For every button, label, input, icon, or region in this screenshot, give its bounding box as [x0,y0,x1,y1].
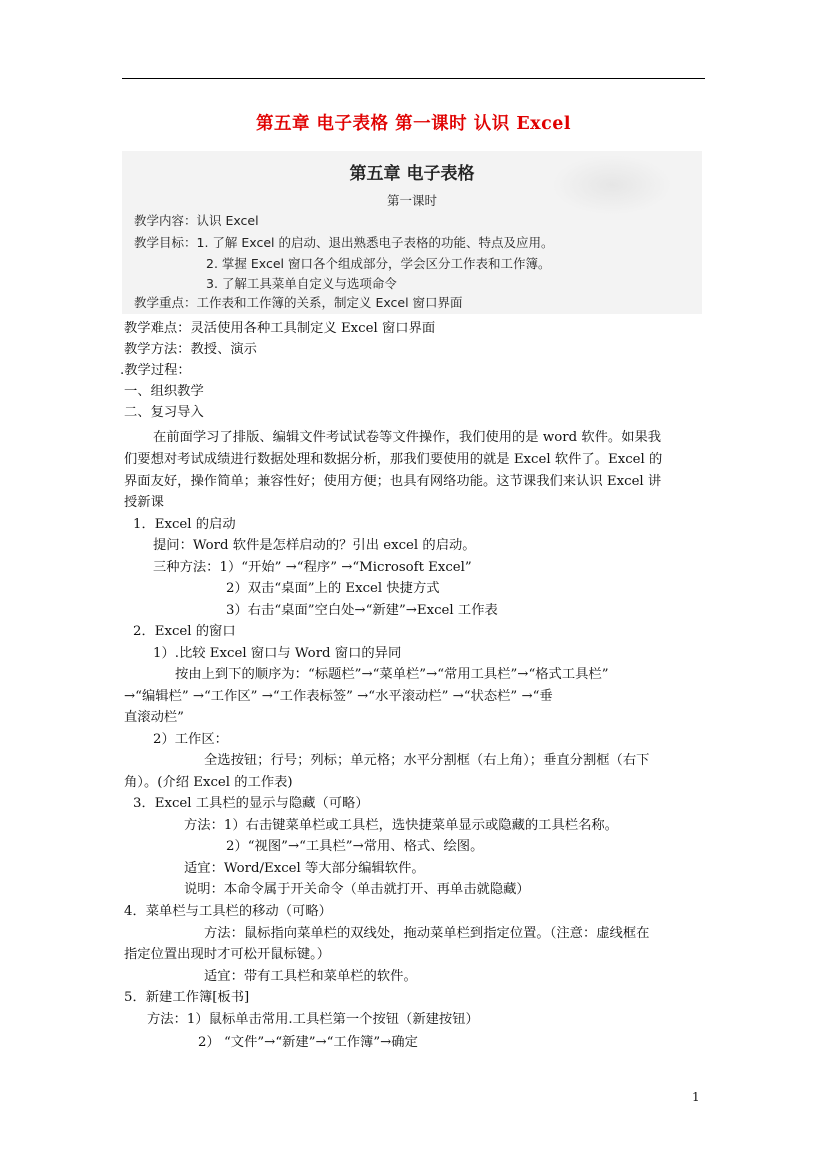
text-line: 1）.比较 Excel 窗口与 Word 窗口的异同 [153,646,402,661]
header-rule [122,78,705,79]
image-row: 教学内容：认识 Excel [134,213,259,228]
page-number: 1 [692,1090,700,1104]
text-line: 二、复习导入 [124,405,204,420]
text-line: 全选按钮；行号；列标；单元格；水平分割框（右上角）；垂直分割框（右下 [204,753,650,768]
text-line: 3）右击“桌面”空白处→“新建”→Excel 工作表 [226,603,498,618]
page-title: 第五章 电子表格 第一课时 认识 Excel [255,114,572,134]
text-line: 提问：Word 软件是怎样启动的？引出 excel 的启动。 [153,538,476,553]
text-line: 在前面学习了排版、编辑文件考试试卷等文件操作，我们使用的是 word 软件。如果我 [153,430,662,445]
text-line: 适宜：带有工具栏和菜单栏的软件。 [204,969,417,984]
text-line: 三种方法：1）“开始” →“程序” →“Microsoft Excel” [153,560,472,575]
image-row: 3. 了解工具菜单自定义与选项命令 [206,276,397,291]
text-line: 一、组织教学 [124,384,204,399]
text-line: 1．Excel 的启动 [133,517,236,532]
text-line: 指定位置出现时才可松开鼠标键。） [124,947,331,962]
text-line: 方法：鼠标指向菜单栏的双线处，拖动菜单栏到指定位置。（注意：虚线框在 [204,926,650,941]
text-line: 按由上到下的顺序为：“标题栏”→“菜单栏”→“常用工具栏”→“格式工具栏” [175,667,609,682]
text-line: 界面友好，操作简单；兼容性好；使用方便；也具有网络功能。这节课我们来认识 Excel 讲 [124,474,662,489]
text-line: 2）双击“桌面”上的 Excel 快捷方式 [226,581,440,596]
text-line: 教学方法：教授、演示 [124,342,257,357]
embedded-screenshot-image [122,151,702,314]
text-line: 2）“视图”→“工具栏”→常用、格式、绘图。 [226,839,484,854]
image-row: 教学目标：1. 了解 Excel 的启动、退出熟悉电子表格的功能、特点及应用。 [134,235,554,250]
text-line: 2．Excel 的窗口 [133,624,236,639]
text-line: .教学过程： [120,363,191,378]
text-line: 3．Excel 工具栏的显示与隐藏（可略） [133,796,369,811]
text-line: 2）工作区： [153,732,228,747]
text-line: 方法：1）右击键菜单栏或工具栏，选快捷菜单显示或隐藏的工具栏名称。 [184,818,618,833]
text-line: 2） “文件”→“新建”→“工作簿”→确定 [198,1035,418,1050]
text-line: 教学难点：灵活使用各种工具制定义 Excel 窗口界面 [124,321,436,336]
image-row: 2. 掌握 Excel 窗口各个组成部分，学会区分工作表和工作簿。 [206,256,551,271]
text-line: 授新课 [124,495,164,510]
text-line: 角）。(介绍 Excel 的工作表) [124,775,293,790]
image-heading: 第五章 电子表格 [349,164,475,184]
image-subheading: 第一课时 [386,193,437,208]
text-line: 4．菜单栏与工具栏的移动（可略） [124,904,332,919]
text-line: 们要想对考试成绩进行数据处理和数据分析，那我们要使用的就是 Excel 软件了。Excel 的 [124,452,663,467]
text-line: 5．新建工作簿[板书] [124,990,250,1005]
text-line: 适宜：Word/Excel 等大部分编辑软件。 [184,861,425,876]
text-line: 说明：本命令属于开关命令（单击就打开、再单击就隐藏） [184,882,530,897]
text-line: →“编辑栏” →“工作区” →“工作表标签” →“水平滚动栏” →“状态栏” →“垂 [124,689,553,704]
text-line: 方法：1）鼠标单击常用.工具栏第一个按钮（新建按钮） [147,1012,479,1027]
image-row: 教学重点：工作表和工作簿的关系，制定义 Excel 窗口界面 [134,295,463,310]
text-line: 直滚动栏” [124,710,184,725]
